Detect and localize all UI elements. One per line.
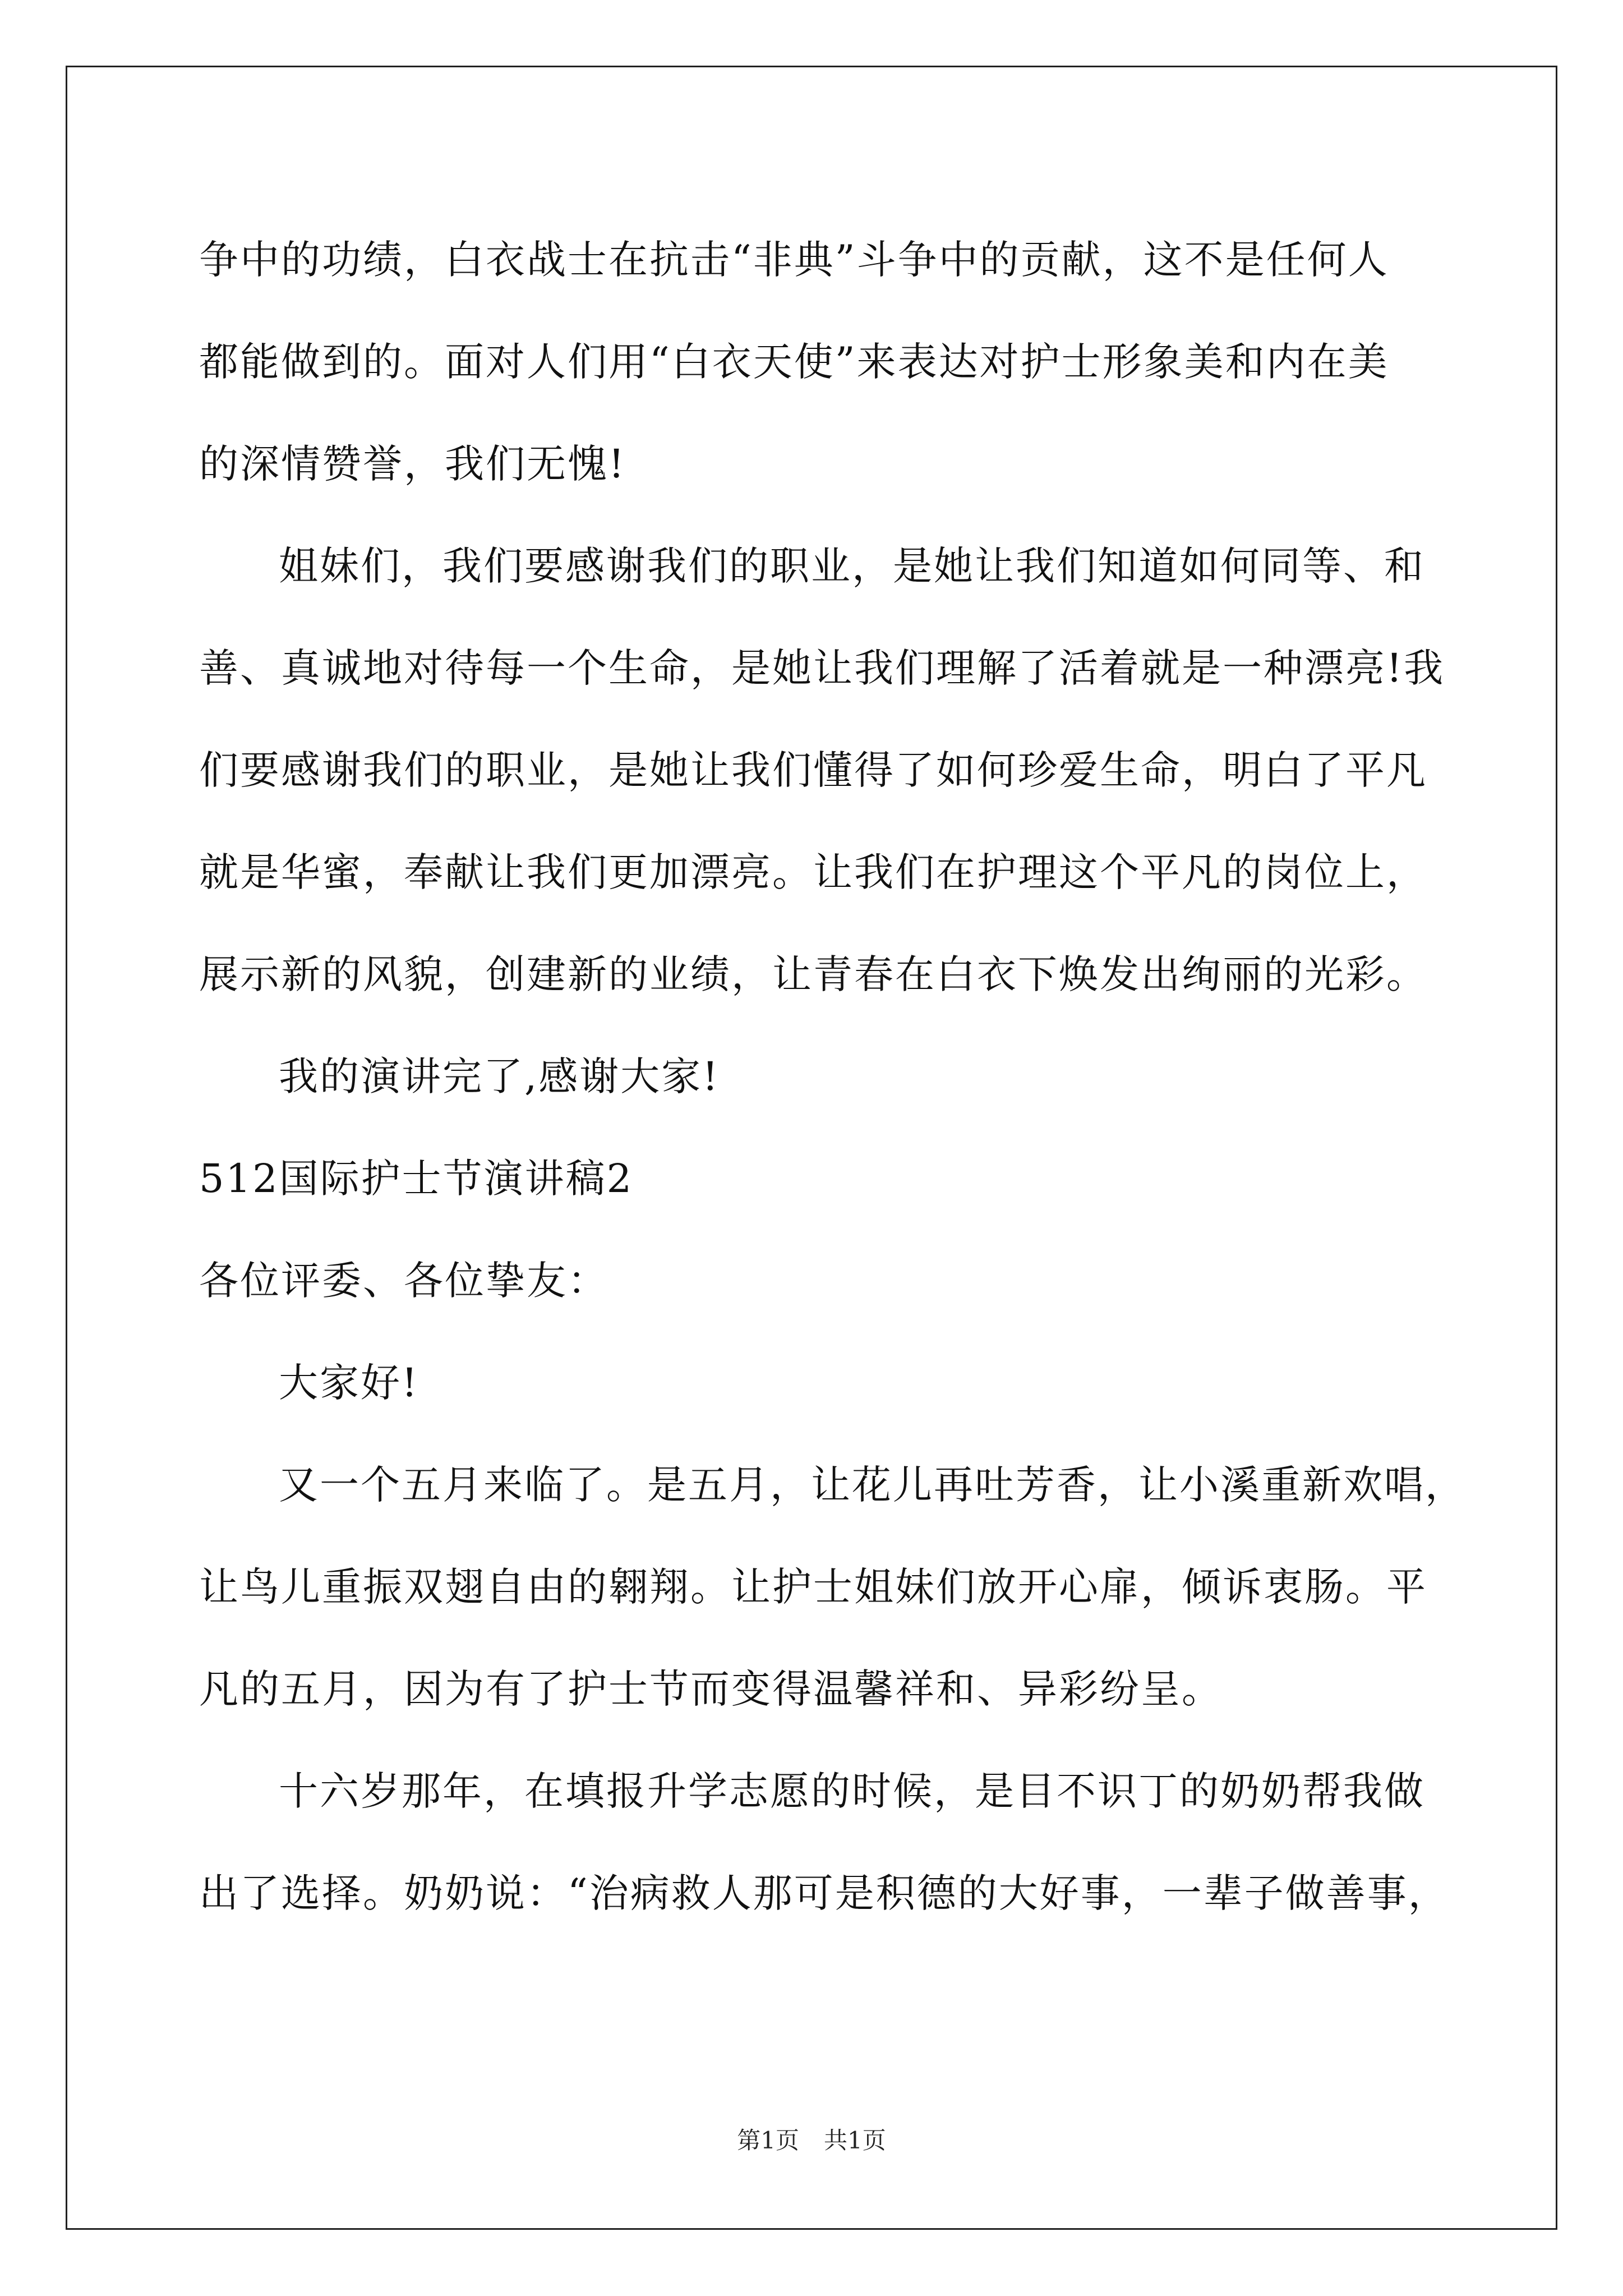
text-line: 姐妹们，我们要感谢我们的职业，是她让我们知道如何同等、和 [279, 543, 1425, 589]
section-heading: 512国际护士节演讲稿2 [199, 1156, 634, 1202]
text-line: 出了选择。奶奶说：“治病救人那可是积德的大好事，一辈子做善事， [199, 1870, 1449, 1916]
text-line: 们要感谢我们的职业，是她让我们懂得了如何珍爱生命，明白了平凡 [199, 747, 1427, 793]
greeting: 大家好! [279, 1360, 419, 1406]
text-line: 十六岁那年，在填报升学志愿的时候，是目不识丁的奶奶帮我做 [279, 1768, 1425, 1814]
text-line: 的深情赞誉，我们无愧! [199, 441, 626, 487]
salutation: 各位评委、各位挚友： [199, 1258, 608, 1304]
text-line: 就是华蜜，奉献让我们更加漂亮。让我们在护理这个平凡的岗位上， [199, 849, 1427, 895]
text-line: 展示新的风貌，创建新的业绩，让青春在白衣下焕发出绚丽的光彩。 [199, 951, 1427, 997]
text-line: 都能做到的。面对人们用“白衣天使”来表达对护士形象美和内在美 [199, 339, 1389, 385]
text-line: 凡的五月，因为有了护士节而变得温馨祥和、异彩纷呈。 [199, 1666, 1223, 1712]
text-line: 争中的功绩，白衣战士在抗击“非典”斗争中的贡献，这不是任何人 [199, 237, 1389, 283]
text-line: 让鸟儿重振双翅自由的翱翔。让护士姐妹们放开心扉，倾诉衷肠。平 [199, 1564, 1427, 1610]
document-body [199, 209, 1478, 1944]
page-footer [0, 2124, 1623, 2157]
page-total: 共1页 [824, 2127, 886, 2154]
text-line: 我的演讲完了,感谢大家! [279, 1053, 720, 1099]
text-line: 善、真诚地对待每一个生命，是她让我们理解了活着就是一种漂亮!我 [199, 645, 1445, 691]
page-number: 第1页 [737, 2127, 799, 2154]
text-line: 又一个五月来临了。是五月，让花儿再吐芳香，让小溪重新欢唱， [279, 1462, 1466, 1508]
